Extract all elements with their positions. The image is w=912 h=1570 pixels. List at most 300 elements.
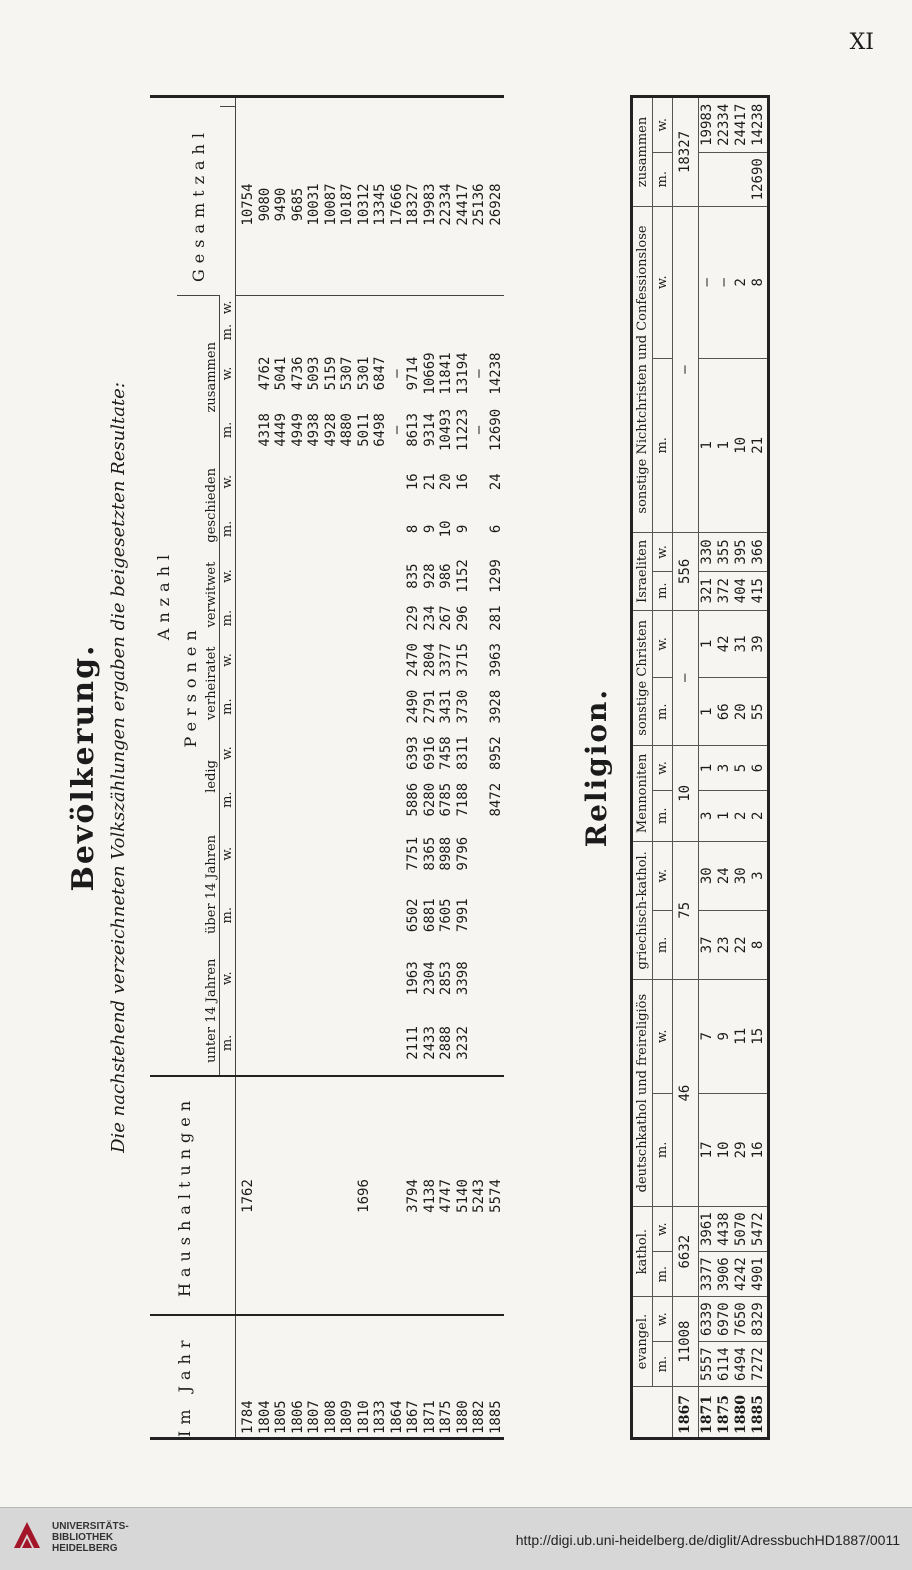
rel-cell: 21: [750, 358, 769, 533]
rel-cell: 7: [699, 980, 717, 1094]
table-row: [405, 97, 422, 1439]
spacer-cell: [455, 319, 472, 345]
value-cell: 9: [421, 524, 438, 534]
value-cell: [306, 730, 323, 777]
col-blank: [220, 106, 236, 114]
value-cell: 7188: [454, 782, 471, 817]
rel-cell: 3: [699, 790, 717, 841]
col-together: zusammen: [204, 296, 220, 458]
col-widowed: verwitwet: [204, 553, 220, 637]
col-m: m.: [220, 776, 236, 823]
value-cell: 9796: [454, 836, 471, 871]
value-cell: [306, 823, 323, 885]
value-cell: 6393: [405, 736, 421, 771]
value-cell: [339, 683, 356, 730]
spacer-cell: [236, 296, 257, 319]
year-cell: 1806: [290, 1316, 307, 1439]
rel-cell: 2: [750, 790, 769, 841]
value-cell: [356, 553, 373, 600]
value-cell: [257, 505, 274, 552]
value-cell: [339, 776, 356, 823]
value-cell: [306, 600, 323, 637]
value-cell: [372, 776, 389, 823]
rel-year: 1871: [699, 1387, 717, 1439]
value-cell: 20: [438, 473, 454, 491]
value-cell: [471, 505, 488, 552]
value-cell: 4880: [339, 413, 355, 447]
year-cell: 1833: [372, 1316, 389, 1439]
rel-cell: 42: [716, 610, 733, 678]
value-cell: [356, 683, 373, 730]
col-under14: unter 14 Jahren: [204, 946, 220, 1076]
value-cell: [488, 946, 505, 1010]
households-cell: 1696: [356, 1076, 373, 1315]
page-number: XI: [849, 30, 874, 55]
rel-cell: 14238: [750, 97, 769, 153]
value-cell: [257, 683, 274, 730]
value-cell: 267: [438, 605, 454, 631]
religion-table: [630, 95, 770, 1440]
col-over14: über 14 Jahren: [204, 823, 220, 946]
rel-cell: 18327: [673, 97, 699, 207]
value-cell: [290, 776, 307, 823]
value-cell: 5301: [355, 356, 372, 391]
spacer-cell: [306, 296, 323, 319]
value-cell: [257, 884, 274, 946]
value-cell: [389, 553, 406, 600]
table-row: [339, 97, 356, 1439]
rel-cell: 24: [716, 841, 733, 910]
households-cell: [290, 1076, 307, 1315]
col-w: w.: [220, 823, 236, 885]
rel-cell: 1: [699, 610, 717, 678]
value-cell: 6881: [421, 898, 438, 933]
rel-col-w: w.: [653, 533, 673, 572]
value-cell: 2804: [421, 643, 438, 677]
value-cell: [236, 730, 257, 777]
value-cell: [339, 600, 356, 637]
value-cell: [323, 553, 340, 600]
value-cell: 2470: [405, 643, 421, 677]
value-cell: 21: [421, 473, 438, 491]
rel-col-kathol: kathol.: [632, 1207, 653, 1297]
value-cell: 2888: [438, 1026, 454, 1060]
value-cell: 8: [405, 524, 421, 534]
rel-cell: 1: [716, 358, 733, 533]
spacer-cell: [389, 319, 406, 345]
spacer-cell: [488, 296, 505, 319]
rel-cell: 6632: [673, 1207, 699, 1297]
value-cell: 1963: [405, 961, 421, 996]
value-cell: [273, 884, 290, 946]
rel-cell: 1: [699, 746, 717, 791]
value-cell: 4762: [256, 356, 273, 391]
spacer-cell: [257, 319, 274, 345]
value-cell: [257, 776, 274, 823]
rel-cell: 5: [733, 746, 750, 791]
value-cell: [389, 884, 406, 946]
value-cell: [236, 553, 257, 600]
rel-col-m: m.: [653, 910, 673, 979]
value-cell: 6280: [421, 782, 438, 817]
value-cell: [356, 505, 373, 552]
rel-cell: 395: [733, 533, 750, 572]
value-cell: 14238: [487, 352, 504, 395]
value-cell: 11841: [438, 352, 454, 395]
value-cell: [372, 600, 389, 637]
value-cell: 7605: [438, 898, 454, 933]
value-cell: [257, 823, 274, 885]
rel-cell: —: [673, 610, 699, 746]
table-row: [438, 97, 455, 1439]
rotated-page-content: [60, 95, 890, 1440]
population-table: [150, 95, 504, 1440]
rel-col-griechisch: griechisch-kathol.: [632, 841, 653, 979]
value-cell: [290, 505, 307, 552]
rel-cell: 372: [716, 571, 733, 610]
value-cell: 3963: [487, 643, 504, 677]
rel-cell: 10: [733, 358, 750, 533]
total-cell: 10187: [339, 114, 356, 296]
year-cell: 1867: [405, 1316, 422, 1439]
value-cell: 6502: [405, 898, 421, 933]
spacer-cell: [438, 319, 455, 345]
col-m: m.: [220, 600, 236, 637]
rel-col-w: w.: [653, 746, 673, 791]
footer-bar: [0, 1507, 912, 1570]
value-cell: [273, 776, 290, 823]
spacer-cell: [306, 319, 323, 345]
rel-cell: 17: [699, 1093, 717, 1207]
value-cell: 5011: [355, 413, 372, 447]
value-cell: 9: [454, 524, 471, 534]
col-m: m.: [220, 884, 236, 946]
value-cell: 8472: [487, 782, 504, 817]
value-cell: [290, 946, 307, 1010]
value-cell: [236, 776, 257, 823]
rel-col-m: m.: [653, 790, 673, 841]
year-cell: 1810: [356, 1316, 373, 1439]
value-cell: 8988: [438, 836, 454, 871]
total-cell: 17666: [389, 114, 406, 296]
total-cell: 26928: [488, 114, 505, 296]
value-cell: [356, 946, 373, 1010]
rel-col-mennoniten: Mennoniten: [632, 746, 653, 841]
col-w: w.: [220, 637, 236, 684]
total-cell: 22334: [438, 114, 455, 296]
spacer-cell: [422, 296, 439, 319]
year-cell: 1804: [257, 1316, 274, 1439]
value-cell: 3232: [454, 1026, 471, 1060]
table-row: [699, 97, 717, 1439]
table-row: [389, 97, 406, 1439]
value-cell: 5093: [306, 356, 322, 391]
rel-cell: 5472: [750, 1207, 769, 1252]
households-cell: 5140: [455, 1076, 472, 1315]
value-cell: 5159: [322, 356, 339, 391]
table-row: [716, 97, 733, 1439]
table-row: [356, 97, 373, 1439]
value-cell: [372, 637, 389, 684]
households-cell: 3794: [405, 1076, 422, 1315]
value-cell: [356, 776, 373, 823]
value-cell: [471, 637, 488, 684]
value-cell: 2433: [421, 1026, 438, 1060]
table-row: [673, 97, 699, 1439]
households-cell: 4138: [422, 1076, 439, 1315]
value-cell: [471, 776, 488, 823]
year-cell: 1885: [488, 1316, 505, 1439]
total-cell: 19983: [422, 114, 439, 296]
rel-cell: [733, 152, 750, 206]
value-cell: [356, 730, 373, 777]
rel-cell: 23: [716, 910, 733, 979]
value-cell: 6916: [421, 736, 438, 771]
rel-col-w: w.: [653, 1297, 673, 1342]
spacer-cell: [372, 319, 389, 345]
value-cell: [389, 946, 406, 1010]
library-logo-icon[interactable]: [10, 1518, 44, 1552]
value-cell: [236, 402, 257, 458]
rel-col-w: w.: [653, 97, 673, 153]
value-cell: 2791: [421, 689, 438, 724]
logo-line: UNIVERSITÄTS-: [52, 1521, 129, 1532]
value-cell: 12690: [487, 408, 504, 451]
value-cell: [339, 946, 356, 1010]
value-cell: [323, 458, 340, 505]
households-cell: 1762: [236, 1076, 257, 1315]
value-cell: —: [388, 369, 405, 378]
year-cell: 1882: [471, 1316, 488, 1439]
value-cell: [471, 946, 488, 1010]
value-cell: [471, 458, 488, 505]
rel-cell: 75: [673, 841, 699, 979]
spacer-cell: [290, 319, 307, 345]
table-row: [236, 97, 257, 1439]
value-cell: [488, 884, 505, 946]
value-cell: 928: [421, 563, 438, 589]
households-cell: 4747: [438, 1076, 455, 1315]
value-cell: 2111: [405, 1026, 421, 1060]
value-cell: [306, 505, 323, 552]
value-cell: [372, 505, 389, 552]
total-cell: 25136: [471, 114, 488, 296]
col-year: Im Jahr: [150, 1316, 220, 1439]
value-cell: 281: [487, 605, 504, 631]
value-cell: 3928: [487, 689, 504, 724]
rel-cell: [699, 152, 717, 206]
year-cell: 1805: [273, 1316, 290, 1439]
rel-col-w: w.: [653, 841, 673, 910]
value-cell: [236, 683, 257, 730]
rel-year: 1880: [733, 1387, 750, 1439]
rel-cell: 3: [750, 841, 769, 910]
rel-cell: 22: [733, 910, 750, 979]
year-cell: 1871: [422, 1316, 439, 1439]
value-cell: 8365: [421, 836, 438, 871]
col-m: m.: [220, 319, 236, 345]
col-m: m.: [220, 683, 236, 730]
rel-col-m: m.: [653, 152, 673, 206]
religion-heading: Religion.: [580, 687, 613, 848]
households-cell: [257, 1076, 274, 1315]
value-cell: [236, 345, 257, 401]
population-table-body: [236, 97, 505, 1439]
value-cell: 4318: [256, 413, 273, 447]
col-total-sub: [220, 97, 236, 107]
value-cell: [339, 505, 356, 552]
rel-cell: 7650: [733, 1297, 750, 1342]
households-cell: [339, 1076, 356, 1315]
rel-cell: 30: [699, 841, 717, 910]
value-cell: [389, 1010, 406, 1076]
value-cell: [273, 1010, 290, 1076]
value-cell: —: [471, 369, 487, 378]
rel-cell: —: [699, 206, 717, 358]
rel-cell: 10: [716, 1093, 733, 1207]
value-cell: [323, 637, 340, 684]
value-cell: [290, 553, 307, 600]
value-cell: [339, 458, 356, 505]
households-cell: [273, 1076, 290, 1315]
total-cell: 10031: [306, 114, 323, 296]
value-cell: [389, 823, 406, 885]
value-cell: [339, 637, 356, 684]
value-cell: [236, 458, 257, 505]
value-cell: 835: [405, 563, 421, 589]
value-cell: [290, 823, 307, 885]
value-cell: [389, 458, 406, 505]
households-cell: [323, 1076, 340, 1315]
source-url-link[interactable]: http://digi.ub.uni-heidelberg.de/diglit/AdressbuchHD1887/0011: [515, 1532, 900, 1548]
rel-cell: 6339: [699, 1297, 717, 1342]
rel-cell: 3961: [699, 1207, 717, 1252]
value-cell: [372, 884, 389, 946]
value-cell: [356, 458, 373, 505]
rel-cell: 2: [733, 790, 750, 841]
rel-cell: 9: [716, 980, 733, 1094]
value-cell: [356, 1010, 373, 1076]
value-cell: [471, 683, 488, 730]
value-cell: [273, 637, 290, 684]
value-cell: [471, 553, 488, 600]
value-cell: 4938: [306, 413, 322, 447]
year-cell: 1864: [389, 1316, 406, 1439]
value-cell: 986: [438, 563, 454, 589]
rel-cell: 8: [750, 206, 769, 358]
rel-cell: 8329: [750, 1297, 769, 1342]
value-cell: [306, 458, 323, 505]
value-cell: [471, 884, 488, 946]
value-cell: [488, 823, 505, 885]
value-cell: [339, 730, 356, 777]
value-cell: [323, 505, 340, 552]
value-cell: 13194: [454, 352, 471, 395]
value-cell: 11223: [454, 408, 471, 451]
rel-cell: 30: [733, 841, 750, 910]
year-cell: 1808: [323, 1316, 340, 1439]
value-cell: [306, 946, 323, 1010]
rel-cell: 10: [673, 746, 699, 841]
rel-col-w: w.: [653, 206, 673, 358]
value-cell: [356, 823, 373, 885]
value-cell: [236, 505, 257, 552]
rel-cell: 6: [750, 746, 769, 791]
value-cell: [323, 1010, 340, 1076]
value-cell: 8311: [454, 736, 471, 771]
value-cell: [323, 683, 340, 730]
value-cell: [290, 637, 307, 684]
year-cell: 1809: [339, 1316, 356, 1439]
value-cell: [471, 1010, 488, 1076]
spacer-cell: [471, 319, 488, 345]
col-divorced: geschieden: [204, 458, 220, 552]
value-cell: [306, 884, 323, 946]
value-cell: [273, 683, 290, 730]
page-title: Bevölkerung.: [66, 643, 101, 892]
col-m: m.: [220, 402, 236, 458]
rel-cell: 3377: [699, 1252, 717, 1297]
value-cell: [339, 1010, 356, 1076]
value-cell: [339, 823, 356, 885]
col-w: w.: [220, 553, 236, 600]
value-cell: 1299: [487, 559, 504, 593]
col-w: w.: [220, 458, 236, 505]
rel-cell: 330: [699, 533, 717, 572]
households-cell: [306, 1076, 323, 1315]
rel-col-m: m.: [653, 678, 673, 746]
total-cell: 10754: [236, 114, 257, 296]
total-cell: 13345: [372, 114, 389, 296]
rel-cell: 556: [673, 533, 699, 610]
col-anzahl: Anzahl: [154, 548, 173, 641]
rel-cell: 1: [716, 790, 733, 841]
value-cell: 4928: [322, 413, 339, 447]
spacer-cell: [405, 296, 422, 319]
col-w: w.: [220, 946, 236, 1010]
rel-cell: 1: [699, 358, 717, 533]
value-cell: [389, 637, 406, 684]
value-cell: [372, 823, 389, 885]
rel-year: 1875: [716, 1387, 733, 1439]
year-cell: 1875: [438, 1316, 455, 1439]
value-cell: [257, 946, 274, 1010]
religion-table-body: [673, 97, 769, 1439]
table-row: [455, 97, 472, 1439]
households-cell: 5243: [471, 1076, 488, 1315]
rel-year: 1867: [673, 1387, 699, 1439]
rel-cell: 321: [699, 571, 717, 610]
col-w: w.: [220, 345, 236, 401]
table-row: [257, 97, 274, 1439]
value-cell: [356, 600, 373, 637]
rel-cell: [716, 152, 733, 206]
value-cell: 3730: [454, 689, 471, 724]
value-cell: —: [471, 425, 487, 435]
spacer-cell: [339, 319, 356, 345]
value-cell: 7751: [405, 836, 421, 871]
value-cell: 10: [438, 520, 454, 538]
value-cell: [236, 1010, 257, 1076]
table-row: [273, 97, 290, 1439]
rel-cell: 11008: [673, 1297, 699, 1387]
households-cell: [372, 1076, 389, 1315]
col-personen: Personen: [181, 624, 200, 748]
rel-cell: 15: [750, 980, 769, 1094]
value-cell: [372, 553, 389, 600]
value-cell: 4449: [273, 413, 289, 447]
col-married: verheiratet: [204, 637, 220, 730]
